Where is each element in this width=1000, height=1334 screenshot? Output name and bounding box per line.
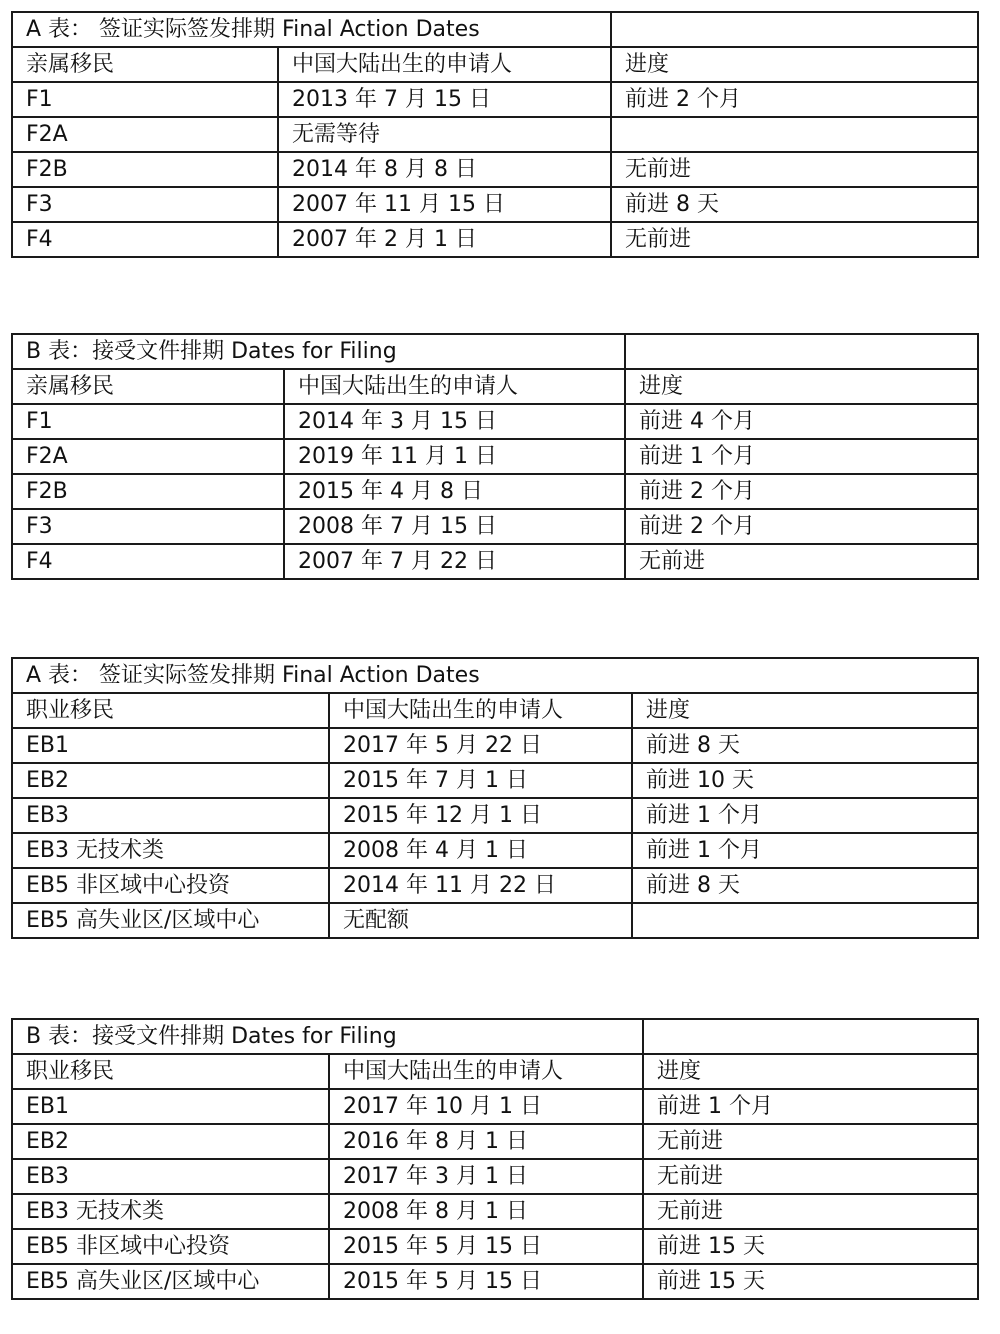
table-row — [12, 833, 978, 868]
table-row — [12, 798, 978, 833]
category-cell: F1 — [12, 82, 278, 117]
category-cell: EB3 无技术类 — [12, 833, 329, 868]
date-cell: 2015 年 12 月 1 日 — [329, 798, 632, 833]
progress-cell: 无前进 — [643, 1124, 978, 1159]
progress-cell: 无前进 — [611, 152, 978, 187]
table-row — [12, 1159, 978, 1194]
date-cell: 无需等待 — [278, 117, 611, 152]
progress-cell: 前进 8 天 — [611, 187, 978, 222]
column-header-progress: 进度 — [625, 369, 978, 404]
employment-final-action-table — [11, 657, 979, 939]
date-cell: 2015 年 5 月 15 日 — [329, 1229, 643, 1264]
table-header-row — [12, 693, 978, 728]
category-cell: F3 — [12, 187, 278, 222]
progress-cell: 前进 2 个月 — [611, 82, 978, 117]
family-dates-for-filing-table — [11, 333, 979, 580]
category-cell: EB5 高失业区/区域中心 — [12, 903, 329, 938]
progress-cell — [632, 903, 978, 938]
table-title-row — [12, 12, 978, 47]
table-row — [12, 1264, 978, 1299]
progress-cell: 无前进 — [625, 544, 978, 579]
progress-cell: 前进 1 个月 — [625, 439, 978, 474]
date-cell: 2019 年 11 月 1 日 — [284, 439, 625, 474]
progress-cell: 无前进 — [643, 1159, 978, 1194]
column-header-category: 亲属移民 — [12, 47, 278, 82]
date-cell: 2008 年 4 月 1 日 — [329, 833, 632, 868]
column-header-progress: 进度 — [643, 1054, 978, 1089]
table-title-row — [12, 1019, 978, 1054]
table-row — [12, 868, 978, 903]
progress-cell: 前进 2 个月 — [625, 474, 978, 509]
category-cell: EB5 高失业区/区域中心 — [12, 1264, 329, 1299]
column-header-progress: 进度 — [632, 693, 978, 728]
date-cell: 2013 年 7 月 15 日 — [278, 82, 611, 117]
category-cell: F1 — [12, 404, 284, 439]
date-cell: 2007 年 2 月 1 日 — [278, 222, 611, 257]
date-cell: 2017 年 3 月 1 日 — [329, 1159, 643, 1194]
table-header-row — [12, 369, 978, 404]
progress-cell: 前进 1 个月 — [632, 833, 978, 868]
table-row — [12, 509, 978, 544]
table-row — [12, 404, 978, 439]
category-cell: EB2 — [12, 1124, 329, 1159]
table-row — [12, 187, 978, 222]
progress-cell — [611, 117, 978, 152]
date-cell: 2008 年 8 月 1 日 — [329, 1194, 643, 1229]
category-cell: F3 — [12, 509, 284, 544]
progress-cell: 前进 15 天 — [643, 1229, 978, 1264]
category-cell: F4 — [12, 544, 284, 579]
date-cell: 2017 年 5 月 22 日 — [329, 728, 632, 763]
category-cell: EB2 — [12, 763, 329, 798]
progress-cell: 前进 8 天 — [632, 728, 978, 763]
progress-cell: 前进 1 个月 — [643, 1089, 978, 1124]
date-cell: 2017 年 10 月 1 日 — [329, 1089, 643, 1124]
empty-cell — [643, 1019, 978, 1054]
column-header-applicant: 中国大陆出生的申请人 — [284, 369, 625, 404]
progress-cell: 前进 15 天 — [643, 1264, 978, 1299]
table-title: B 表：接受文件排期 Dates for Filing — [12, 334, 625, 369]
progress-cell: 前进 2 个月 — [625, 509, 978, 544]
table-row — [12, 544, 978, 579]
table-row — [12, 763, 978, 798]
table-title: A 表： 签证实际签发排期 Final Action Dates — [12, 12, 611, 47]
category-cell: F2B — [12, 152, 278, 187]
date-cell: 2016 年 8 月 1 日 — [329, 1124, 643, 1159]
table-row — [12, 728, 978, 763]
category-cell: EB3 无技术类 — [12, 1194, 329, 1229]
date-cell: 2007 年 11 月 15 日 — [278, 187, 611, 222]
date-cell: 无配额 — [329, 903, 632, 938]
category-cell: EB5 非区域中心投资 — [12, 868, 329, 903]
empty-cell — [625, 334, 978, 369]
progress-cell: 前进 8 天 — [632, 868, 978, 903]
table-row — [12, 1194, 978, 1229]
progress-cell: 前进 10 天 — [632, 763, 978, 798]
date-cell: 2015 年 5 月 15 日 — [329, 1264, 643, 1299]
category-cell: EB3 — [12, 1159, 329, 1194]
progress-cell: 无前进 — [611, 222, 978, 257]
table-title-row — [12, 334, 978, 369]
family-final-action-table — [11, 11, 979, 258]
progress-cell: 前进 4 个月 — [625, 404, 978, 439]
table-title: B 表：接受文件排期 Dates for Filing — [12, 1019, 643, 1054]
category-cell: F2B — [12, 474, 284, 509]
table-row — [12, 222, 978, 257]
table-row — [12, 1124, 978, 1159]
category-cell: F2A — [12, 117, 278, 152]
empty-cell — [611, 12, 978, 47]
date-cell: 2015 年 7 月 1 日 — [329, 763, 632, 798]
table-row — [12, 117, 978, 152]
date-cell: 2015 年 4 月 8 日 — [284, 474, 625, 509]
table-row — [12, 1229, 978, 1264]
table-row — [12, 82, 978, 117]
table-row — [12, 903, 978, 938]
column-header-applicant: 中国大陆出生的申请人 — [278, 47, 611, 82]
category-cell: EB3 — [12, 798, 329, 833]
date-cell: 2014 年 3 月 15 日 — [284, 404, 625, 439]
category-cell: F4 — [12, 222, 278, 257]
column-header-progress: 进度 — [611, 47, 978, 82]
table-header-row — [12, 47, 978, 82]
table-row — [12, 474, 978, 509]
progress-cell: 前进 1 个月 — [632, 798, 978, 833]
table-row — [12, 439, 978, 474]
date-cell: 2008 年 7 月 15 日 — [284, 509, 625, 544]
category-cell: EB5 非区域中心投资 — [12, 1229, 329, 1264]
date-cell: 2014 年 8 月 8 日 — [278, 152, 611, 187]
table-header-row — [12, 1054, 978, 1089]
category-cell: F2A — [12, 439, 284, 474]
date-cell: 2007 年 7 月 22 日 — [284, 544, 625, 579]
category-cell: EB1 — [12, 728, 329, 763]
employment-dates-for-filing-table — [11, 1018, 979, 1300]
table-row — [12, 152, 978, 187]
column-header-category: 亲属移民 — [12, 369, 284, 404]
progress-cell: 无前进 — [643, 1194, 978, 1229]
category-cell: EB1 — [12, 1089, 329, 1124]
table-title-row — [12, 658, 978, 693]
column-header-applicant: 中国大陆出生的申请人 — [329, 693, 632, 728]
table-row — [12, 1089, 978, 1124]
column-header-applicant: 中国大陆出生的申请人 — [329, 1054, 643, 1089]
date-cell: 2014 年 11 月 22 日 — [329, 868, 632, 903]
column-header-category: 职业移民 — [12, 693, 329, 728]
table-title: A 表： 签证实际签发排期 Final Action Dates — [12, 658, 978, 693]
column-header-category: 职业移民 — [12, 1054, 329, 1089]
